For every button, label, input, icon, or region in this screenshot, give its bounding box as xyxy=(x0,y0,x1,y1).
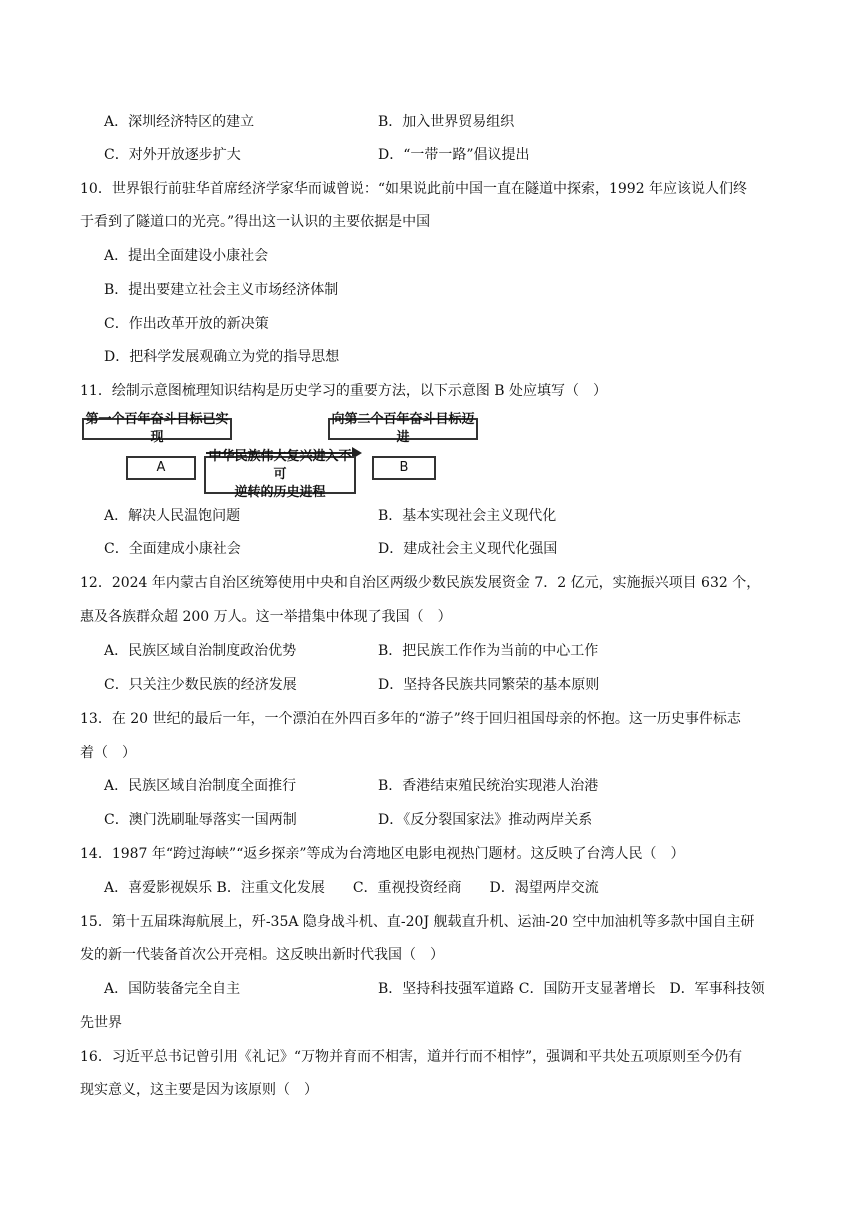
q15-option-d-continued: 先世界 xyxy=(80,1015,122,1031)
q10-stem-line1: 10．世界银行前驻华首席经济学家华而诚曾说：“如果说此前中国一直在隧道中探索，1992 年应该说人们终 xyxy=(80,181,748,197)
q12-stem-line1: 12．2024 年内蒙古自治区统筹使用中央和自治区两级少数民族发展资金 7．2 亿元，实施振兴项目 632 个， xyxy=(80,575,761,591)
diagram-middle-line1: 中华民族伟大复兴进入不可 xyxy=(208,449,352,482)
q9-option-b: B．加入世界贸易组织 xyxy=(378,114,515,130)
q11-option-a: A．解决人民温饱问题 xyxy=(104,508,241,524)
q13-option-d: D．《反分裂国家法》推动两岸关系 xyxy=(378,812,593,828)
diagram-middle-line2: 逆转的历史进程 xyxy=(234,485,326,500)
q12-option-a: A．民族区域自治制度政治优势 xyxy=(104,643,297,659)
q16-stem-line2: 现实意义，这主要是因为该原则（ ） xyxy=(80,1082,318,1098)
diagram-box-second-goal: 向第二个百年奋斗目标迈进 xyxy=(328,418,478,440)
q11-option-b: B．基本实现社会主义现代化 xyxy=(378,508,557,524)
diagram-box-middle xyxy=(204,449,356,500)
diagram-box-b: B xyxy=(372,456,436,480)
q12-option-c: C．只关注少数民族的经济发展 xyxy=(104,677,297,693)
q11-option-c: C．全面建成小康社会 xyxy=(104,541,241,557)
q13-option-a: A．民族区域自治制度全面推行 xyxy=(104,778,297,794)
q13-stem-line1: 13．在 20 世纪的最后一年，一个漂泊在外四百多年的“游子”终于回归祖国母亲的怀抱。这一历史事件标志 xyxy=(80,711,741,727)
q14-stem: 14．1987 年“跨过海峡”“返乡探亲”等成为台湾地区电影电视热门题材。这反映了台湾人民（ ） xyxy=(80,846,685,862)
q9-option-a: A．深圳经济特区的建立 xyxy=(104,114,255,130)
q15-option-a: A．国防装备完全自主 xyxy=(104,981,241,997)
q9-option-c: C．对外开放逐步扩大 xyxy=(104,147,241,163)
q16-stem-line1: 16．习近平总书记曾引用《礼记》“万物并育而不相害，道并行而不相悖”，强调和平共处五项原则至今仍有 xyxy=(80,1049,743,1065)
q15-stem-line2: 发的新一代装备首次公开亮相。这反映出新时代我国（ ） xyxy=(80,947,444,963)
q10-option-b: B．提出要建立社会主义市场经济体制 xyxy=(104,282,339,298)
q9-option-d: D．“一带一路”倡议提出 xyxy=(378,147,530,163)
q13-stem-line2: 着（ ） xyxy=(80,745,136,761)
q10-option-c: C．作出改革开放的新决策 xyxy=(104,316,269,332)
q12-option-b: B．把民族工作作为当前的中心工作 xyxy=(378,643,599,659)
q15-option-bcd: B．坚持科技强军道路 C．国防开支显著增长 D．军事科技领 xyxy=(378,981,765,997)
q12-option-d: D．坚持各民族共同繁荣的基本原则 xyxy=(378,677,600,693)
diagram-box-first-goal: 第一个百年奋斗目标已实现 xyxy=(82,418,232,440)
q13-option-c: C．澳门洗刷耻辱落实一国两制 xyxy=(104,812,297,828)
q10-stem-line2: 于看到了隧道口的光亮。”得出这一认识的主要依据是中国 xyxy=(80,214,431,230)
q11-stem: 11．绘制示意图梳理知识结构是历史学习的重要方法，以下示意图 B 处应填写（ ） xyxy=(80,383,608,399)
q13-option-b: B．香港结束殖民统治实现港人治港 xyxy=(378,778,599,794)
q10-option-a: A．提出全面建设小康社会 xyxy=(104,248,269,264)
q14-options: A．喜爱影视娱乐 B．注重文化发展 C．重视投资经商 D．渴望两岸交流 xyxy=(104,880,599,896)
diagram-box-a: A xyxy=(126,456,196,480)
q10-option-d: D．把科学发展观确立为党的指导思想 xyxy=(104,349,340,365)
q12-stem-line2: 惠及各族群众超 200 万人。这一举措集中体现了我国（ ） xyxy=(80,609,452,625)
q11-option-d: D．建成社会主义现代化强国 xyxy=(378,541,558,557)
q15-stem-line1: 15．第十五届珠海航展上，歼-35A 隐身战斗机、直-20J 舰载直升机、运油-20 空中加油机等多款中国自主研 xyxy=(80,914,755,930)
